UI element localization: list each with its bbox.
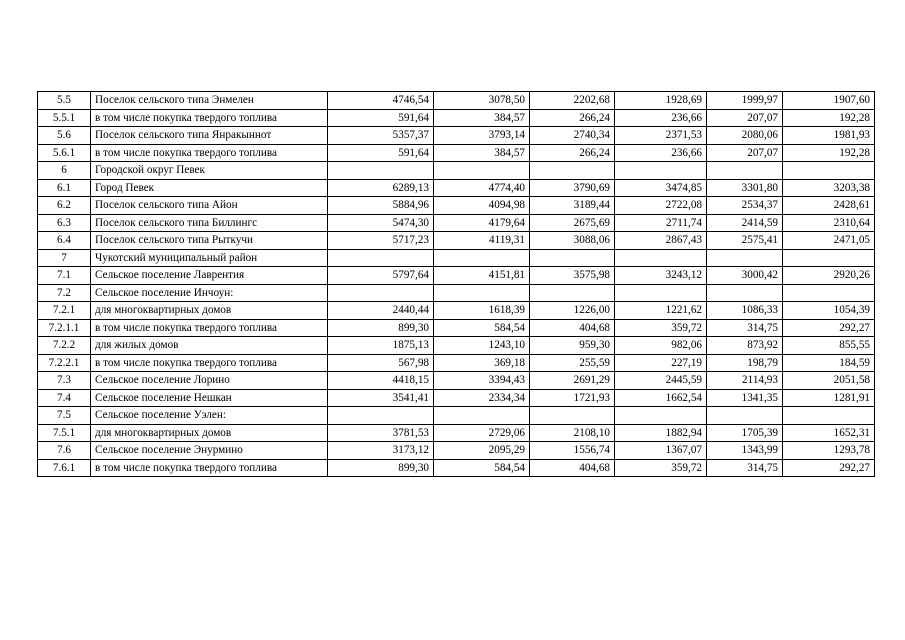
value-cell: 3088,06 (530, 232, 615, 250)
table-row (38, 214, 875, 232)
row-number: 7.6 (38, 442, 91, 460)
row-name: Сельское поселение Лорино (91, 372, 328, 390)
row-name: Сельское поселение Инчоун: (91, 284, 328, 302)
row-number: 7.6.1 (38, 459, 91, 477)
value-cell: 2867,43 (615, 232, 707, 250)
value-cell: 292,27 (783, 319, 875, 337)
value-cell: 1221,62 (615, 302, 707, 320)
value-cell (707, 162, 783, 180)
value-cell: 2108,10 (530, 424, 615, 442)
value-cell: 2371,53 (615, 127, 707, 145)
value-cell: 5884,96 (328, 197, 434, 215)
value-cell: 1226,00 (530, 302, 615, 320)
value-cell (530, 407, 615, 425)
value-cell: 2428,61 (783, 197, 875, 215)
value-cell: 2310,64 (783, 214, 875, 232)
row-number: 7.4 (38, 389, 91, 407)
table-row (38, 319, 875, 337)
value-cell: 359,72 (615, 459, 707, 477)
value-cell: 4418,15 (328, 372, 434, 390)
value-cell: 3301,80 (707, 179, 783, 197)
value-cell (615, 162, 707, 180)
value-cell: 2534,37 (707, 197, 783, 215)
value-cell: 2575,41 (707, 232, 783, 250)
row-number: 7.2.2.1 (38, 354, 91, 372)
value-cell (615, 249, 707, 267)
row-number: 7.2.1 (38, 302, 91, 320)
row-number: 5.6 (38, 127, 91, 145)
table-row (38, 407, 875, 425)
table-row (38, 459, 875, 477)
row-number: 5.6.1 (38, 144, 91, 162)
value-cell: 207,07 (707, 109, 783, 127)
value-cell (434, 162, 530, 180)
value-cell (530, 162, 615, 180)
value-cell: 2675,69 (530, 214, 615, 232)
value-cell: 3189,44 (530, 197, 615, 215)
value-cell (328, 284, 434, 302)
value-cell: 2740,34 (530, 127, 615, 145)
row-name: в том числе покупка твердого топлива (91, 144, 328, 162)
value-cell: 2445,59 (615, 372, 707, 390)
table-row (38, 372, 875, 390)
row-number: 6.3 (38, 214, 91, 232)
value-cell: 1875,13 (328, 337, 434, 355)
row-number: 5.5 (38, 92, 91, 110)
value-cell: 5797,64 (328, 267, 434, 285)
value-cell: 404,68 (530, 459, 615, 477)
value-cell: 384,57 (434, 144, 530, 162)
table-row (38, 442, 875, 460)
value-cell: 2722,08 (615, 197, 707, 215)
table-row (38, 337, 875, 355)
value-cell: 1343,99 (707, 442, 783, 460)
row-number: 7.5.1 (38, 424, 91, 442)
row-number: 6 (38, 162, 91, 180)
value-cell: 5717,23 (328, 232, 434, 250)
row-name: Сельское поселение Энурмино (91, 442, 328, 460)
value-cell: 3078,50 (434, 92, 530, 110)
row-name: Город Певек (91, 179, 328, 197)
table-row (38, 232, 875, 250)
value-cell (783, 162, 875, 180)
value-cell: 4746,54 (328, 92, 434, 110)
row-name: в том числе покупка твердого топлива (91, 459, 328, 477)
value-cell (615, 407, 707, 425)
table-row (38, 284, 875, 302)
value-cell: 584,54 (434, 459, 530, 477)
value-cell: 6289,13 (328, 179, 434, 197)
row-name: в том числе покупка твердого топлива (91, 109, 328, 127)
value-cell: 2711,74 (615, 214, 707, 232)
value-cell: 4774,40 (434, 179, 530, 197)
row-name: в том числе покупка твердого топлива (91, 354, 328, 372)
row-number: 7.2 (38, 284, 91, 302)
table-row (38, 249, 875, 267)
row-number: 7.3 (38, 372, 91, 390)
row-name: Поселок сельского типа Айон (91, 197, 328, 215)
row-name: Поселок сельского типа Биллингс (91, 214, 328, 232)
value-cell: 404,68 (530, 319, 615, 337)
table-row (38, 389, 875, 407)
value-cell: 384,57 (434, 109, 530, 127)
row-number: 6.1 (38, 179, 91, 197)
value-cell: 899,30 (328, 319, 434, 337)
value-cell (707, 284, 783, 302)
value-cell: 959,30 (530, 337, 615, 355)
value-cell: 1341,35 (707, 389, 783, 407)
table-body (38, 92, 875, 477)
value-cell: 2051,58 (783, 372, 875, 390)
value-cell: 1928,69 (615, 92, 707, 110)
value-cell: 1618,39 (434, 302, 530, 320)
value-cell: 369,18 (434, 354, 530, 372)
value-cell: 314,75 (707, 459, 783, 477)
value-cell: 1721,93 (530, 389, 615, 407)
value-cell: 236,66 (615, 144, 707, 162)
value-cell: 591,64 (328, 144, 434, 162)
value-cell: 873,92 (707, 337, 783, 355)
value-cell: 314,75 (707, 319, 783, 337)
value-cell: 1054,39 (783, 302, 875, 320)
value-cell: 266,24 (530, 109, 615, 127)
value-cell: 3781,53 (328, 424, 434, 442)
row-number: 5.5.1 (38, 109, 91, 127)
table-row (38, 144, 875, 162)
row-name: Городской округ Певек (91, 162, 328, 180)
value-cell: 3173,12 (328, 442, 434, 460)
table-row (38, 162, 875, 180)
value-cell: 1907,60 (783, 92, 875, 110)
row-name: Сельское поселение Нешкан (91, 389, 328, 407)
value-cell: 1662,54 (615, 389, 707, 407)
value-cell: 1652,31 (783, 424, 875, 442)
value-cell: 1293,78 (783, 442, 875, 460)
value-cell (434, 284, 530, 302)
value-cell: 192,28 (783, 144, 875, 162)
value-cell: 899,30 (328, 459, 434, 477)
value-cell: 198,79 (707, 354, 783, 372)
value-cell: 3793,14 (434, 127, 530, 145)
row-name: Сельское поселение Лаврентия (91, 267, 328, 285)
value-cell (707, 249, 783, 267)
row-number: 6.4 (38, 232, 91, 250)
value-cell: 1086,33 (707, 302, 783, 320)
value-cell: 3394,43 (434, 372, 530, 390)
value-cell (783, 249, 875, 267)
value-cell: 982,06 (615, 337, 707, 355)
value-cell: 255,59 (530, 354, 615, 372)
value-cell: 2095,29 (434, 442, 530, 460)
value-cell: 2114,93 (707, 372, 783, 390)
value-cell: 2334,34 (434, 389, 530, 407)
value-cell: 227,19 (615, 354, 707, 372)
value-cell (328, 249, 434, 267)
value-cell: 3203,38 (783, 179, 875, 197)
value-cell (530, 249, 615, 267)
value-cell: 2729,06 (434, 424, 530, 442)
table-row (38, 179, 875, 197)
value-cell (328, 162, 434, 180)
value-cell: 3541,41 (328, 389, 434, 407)
value-cell: 1243,10 (434, 337, 530, 355)
value-cell: 184,59 (783, 354, 875, 372)
value-cell (783, 284, 875, 302)
value-cell: 2691,29 (530, 372, 615, 390)
row-name: Чукотский муниципальный район (91, 249, 328, 267)
value-cell: 236,66 (615, 109, 707, 127)
value-cell: 4151,81 (434, 267, 530, 285)
value-cell: 5474,30 (328, 214, 434, 232)
value-cell: 855,55 (783, 337, 875, 355)
value-cell: 584,54 (434, 319, 530, 337)
value-cell: 1981,93 (783, 127, 875, 145)
value-cell: 3000,42 (707, 267, 783, 285)
value-cell: 591,64 (328, 109, 434, 127)
value-cell: 3790,69 (530, 179, 615, 197)
value-cell: 1367,07 (615, 442, 707, 460)
value-cell: 2202,68 (530, 92, 615, 110)
row-name: для многоквартирных домов (91, 424, 328, 442)
value-cell: 2414,59 (707, 214, 783, 232)
value-cell (434, 407, 530, 425)
row-number: 6.2 (38, 197, 91, 215)
table-row (38, 109, 875, 127)
value-cell: 4094,98 (434, 197, 530, 215)
value-cell: 1705,39 (707, 424, 783, 442)
value-cell (783, 407, 875, 425)
tariff-table (37, 91, 875, 477)
table-row (38, 92, 875, 110)
table-row (38, 354, 875, 372)
value-cell: 4119,31 (434, 232, 530, 250)
value-cell: 2471,05 (783, 232, 875, 250)
value-cell (328, 407, 434, 425)
row-name: Поселок сельского типа Янракыннот (91, 127, 328, 145)
value-cell: 359,72 (615, 319, 707, 337)
value-cell (530, 284, 615, 302)
table-row (38, 267, 875, 285)
row-name: Сельское поселение Уэлен: (91, 407, 328, 425)
value-cell: 207,07 (707, 144, 783, 162)
value-cell (707, 407, 783, 425)
row-number: 7.1 (38, 267, 91, 285)
value-cell: 5357,37 (328, 127, 434, 145)
table-row (38, 197, 875, 215)
value-cell: 192,28 (783, 109, 875, 127)
value-cell: 292,27 (783, 459, 875, 477)
value-cell (615, 284, 707, 302)
row-name: для жилых домов (91, 337, 328, 355)
table-row (38, 302, 875, 320)
value-cell: 1882,94 (615, 424, 707, 442)
value-cell: 3575,98 (530, 267, 615, 285)
row-name: в том числе покупка твердого топлива (91, 319, 328, 337)
row-number: 7.2.2 (38, 337, 91, 355)
row-name: Поселок сельского типа Рыткучи (91, 232, 328, 250)
value-cell: 3243,12 (615, 267, 707, 285)
value-cell: 266,24 (530, 144, 615, 162)
row-number: 7.2.1.1 (38, 319, 91, 337)
value-cell: 3474,85 (615, 179, 707, 197)
value-cell: 2920,26 (783, 267, 875, 285)
value-cell: 2080,06 (707, 127, 783, 145)
row-name: Поселок сельского типа Энмелен (91, 92, 328, 110)
row-number: 7.5 (38, 407, 91, 425)
value-cell: 1556,74 (530, 442, 615, 460)
table-row (38, 424, 875, 442)
value-cell: 1281,91 (783, 389, 875, 407)
table-row (38, 127, 875, 145)
value-cell: 1999,97 (707, 92, 783, 110)
row-name: для многоквартирных домов (91, 302, 328, 320)
row-number: 7 (38, 249, 91, 267)
value-cell: 2440,44 (328, 302, 434, 320)
value-cell (434, 249, 530, 267)
value-cell: 4179,64 (434, 214, 530, 232)
value-cell: 567,98 (328, 354, 434, 372)
